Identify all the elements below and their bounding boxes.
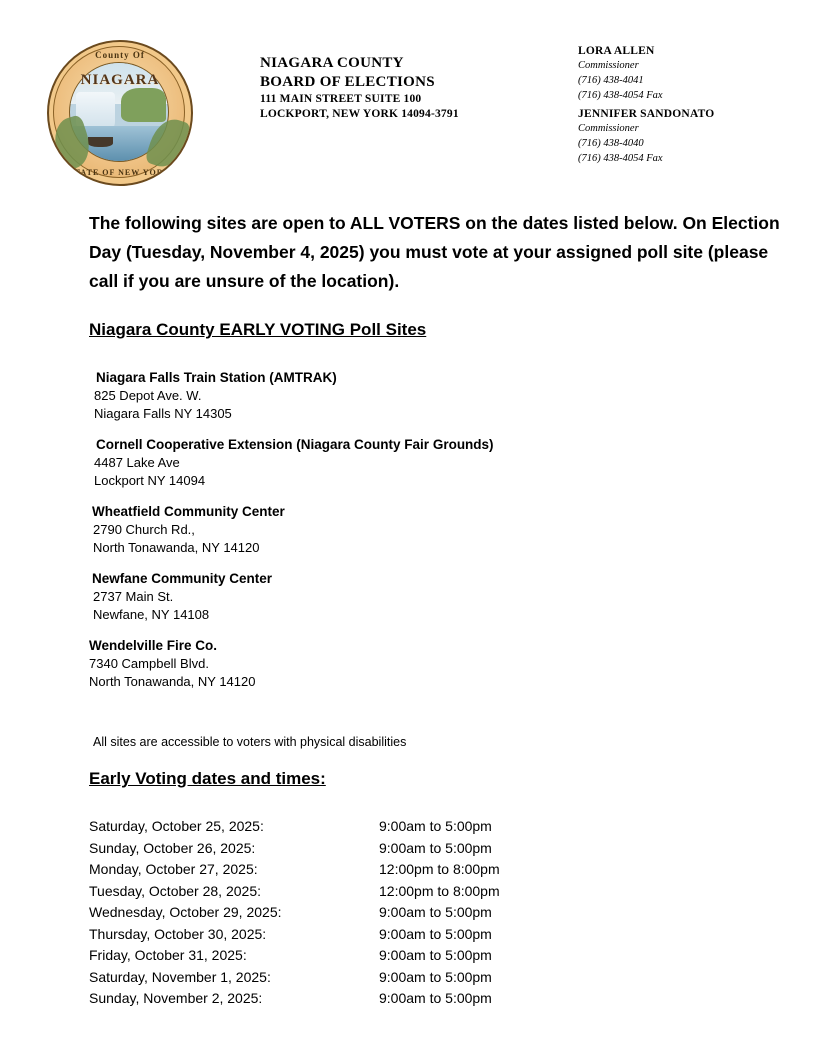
table-row xyxy=(89,988,689,1010)
site-name: Niagara Falls Train Station (AMTRAK) xyxy=(96,370,337,385)
schedule-time: 9:00am to 5:00pm xyxy=(379,947,492,963)
site-name: Wendelville Fire Co. xyxy=(89,638,218,653)
site-address-line2: North Tonawanda, NY 14120 xyxy=(93,540,260,555)
seal-center-text: NIAGARA xyxy=(80,72,160,88)
schedule-date: Wednesday, October 29, 2025: xyxy=(89,904,282,920)
schedule-date: Saturday, October 25, 2025: xyxy=(89,818,264,834)
site-address-line1: 825 Depot Ave. W. xyxy=(94,388,202,403)
commissioner-name: LORA ALLEN xyxy=(578,45,655,57)
schedule-date: Tuesday, October 28, 2025: xyxy=(89,882,261,899)
commissioner-title: Commissioner xyxy=(578,60,639,71)
org-street: 111 MAIN STREET SUITE 100 xyxy=(260,93,422,105)
list-item xyxy=(89,435,709,490)
org-department: BOARD OF ELECTIONS xyxy=(260,74,435,90)
commissioners-block xyxy=(578,44,714,168)
organization-block xyxy=(260,54,459,122)
site-address-line1: 7340 Campbell Blvd. xyxy=(89,656,209,671)
early-voting-schedule xyxy=(89,816,689,1010)
commissioner-title: Commissioner xyxy=(578,123,639,134)
intro-paragraph: The following sites are open to ALL VOTERS on the dates listed below. On Election Day (Tuesday, November 4, 2025) you must vote at your assigned poll site (please call if you are unsure of the location). xyxy=(89,213,780,291)
table-row xyxy=(89,881,689,903)
seal-landmass xyxy=(121,88,166,121)
commissioner-name: JENNIFER SANDONATO xyxy=(578,108,715,120)
seal-boat xyxy=(88,137,113,147)
schedule-date: Thursday, October 30, 2025: xyxy=(89,925,267,942)
table-row xyxy=(89,924,689,946)
site-name: Cornell Cooperative Extension (Niagara County Fair Grounds) xyxy=(96,437,494,452)
table-row xyxy=(89,816,689,838)
accessibility-note: All sites are accessible to voters with physical disabilities xyxy=(93,735,407,749)
schedule-date: Friday, October 31, 2025: xyxy=(89,947,247,963)
schedule-time: 12:00pm to 8:00pm xyxy=(379,882,500,899)
list-item xyxy=(89,636,709,691)
commissioner-entry xyxy=(578,107,714,166)
schedule-date: Sunday, November 2, 2025: xyxy=(89,990,263,1006)
document-header xyxy=(0,0,816,196)
site-name: Wheatfield Community Center xyxy=(92,504,285,519)
site-address-line2: North Tonawanda, NY 14120 xyxy=(89,674,256,689)
list-item xyxy=(89,569,709,624)
poll-sites-list xyxy=(89,368,709,703)
table-row xyxy=(89,967,689,989)
schedule-date: Sunday, October 26, 2025: xyxy=(89,839,256,856)
county-seal-icon xyxy=(47,40,193,186)
site-address-line2: Niagara Falls NY 14305 xyxy=(94,406,232,421)
schedule-time: 9:00am to 5:00pm xyxy=(379,818,492,834)
schedule-date: Monday, October 27, 2025: xyxy=(89,861,258,877)
site-address-line2: Lockport NY 14094 xyxy=(94,473,206,488)
schedule-date: Saturday, November 1, 2025: xyxy=(89,968,271,985)
schedule-time: 9:00am to 5:00pm xyxy=(379,968,492,985)
commissioner-entry xyxy=(578,44,714,103)
table-row xyxy=(89,859,689,881)
seal-top-text: County Of xyxy=(95,50,145,60)
table-row xyxy=(89,838,689,860)
org-county: NIAGARA COUNTY xyxy=(260,55,404,71)
seal-bottom-text: STATE OF NEW YORK xyxy=(69,168,171,177)
commissioner-phone: (716) 438-4041 xyxy=(578,75,644,86)
site-address-line2: Newfane, NY 14108 xyxy=(93,607,210,622)
dates-heading: Early Voting dates and times: xyxy=(89,769,326,788)
commissioner-phone: (716) 438-4040 xyxy=(578,138,644,149)
poll-sites-heading: Niagara County EARLY VOTING Poll Sites xyxy=(89,320,427,339)
site-address-line1: 4487 Lake Ave xyxy=(94,455,180,470)
schedule-time: 9:00am to 5:00pm xyxy=(379,990,492,1006)
schedule-time: 9:00am to 5:00pm xyxy=(379,925,492,942)
schedule-time: 12:00pm to 8:00pm xyxy=(379,861,500,877)
site-name: Newfane Community Center xyxy=(92,571,273,586)
org-city-state-zip: LOCKPORT, NEW YORK 14094-3791 xyxy=(260,108,459,120)
site-address-line1: 2790 Church Rd., xyxy=(93,522,195,537)
schedule-time: 9:00am to 5:00pm xyxy=(379,839,492,856)
table-row xyxy=(89,945,689,967)
schedule-time: 9:00am to 5:00pm xyxy=(379,904,492,920)
commissioner-fax: (716) 438-4054 Fax xyxy=(578,153,663,164)
list-item xyxy=(89,368,709,423)
table-row xyxy=(89,902,689,924)
commissioner-fax: (716) 438-4054 Fax xyxy=(578,90,663,101)
site-address-line1: 2737 Main St. xyxy=(93,589,174,604)
list-item xyxy=(89,502,709,557)
